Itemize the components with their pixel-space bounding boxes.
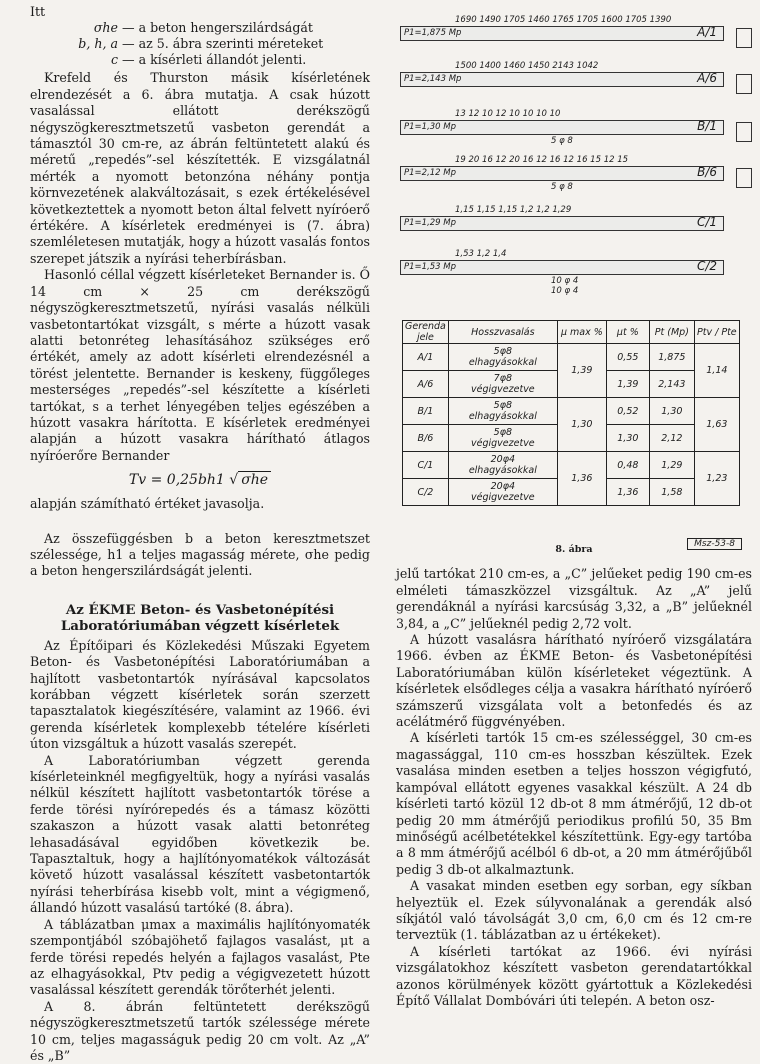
beam-b1 bbox=[400, 109, 724, 146]
section-sketch bbox=[736, 28, 752, 48]
beam-label: A/6 bbox=[697, 71, 717, 85]
table-cell-pt: 1,58 bbox=[649, 479, 694, 506]
beam-label: C/2 bbox=[696, 259, 717, 273]
formula bbox=[30, 472, 370, 488]
paragraph: A kísérleti tartók 15 cm-es szélességgel, 30 cm-es magassággal, 110 cm-es hosszban készültek. Ezek vasalása minden esetben a teljes hosszon végigfutó, kampóval ellátott egyenes vasakkal készült. A 24 db kísérleti tartó közül 12 db-ot 8 mm átmérőjű, 12 db-ot pedig 20 mm átmérőjű periodikus profilú 50, 35 Bm minőségű acélbetétekkel készítettünk. Egy-egy tartóba a 8 mm átmérőjű acélból 6 db-ot, a 20 mm átmérőjűből pedig 3 db-ot alkalmaztunk. bbox=[396, 730, 752, 877]
paragraph: jelű tartókat 210 cm-es, a „C” jelűeket pedig 190 cm-es elméleti támaszközzel vizsgáltuk. Az „A” jelű gerendáknál a nyírási karcsúság 3,32, a „B” jelűeknél 3,84, a „C” jelűeknél pedig 2,72 volt. bbox=[396, 566, 752, 631]
table-row bbox=[403, 344, 740, 371]
beam-values: 1,53 1,2 1,4 bbox=[455, 249, 507, 259]
beam-load: P1=1,29 Mp bbox=[404, 218, 457, 228]
definition-text: — a beton hengerszilárdságát bbox=[122, 20, 313, 36]
table-cell-ratio: 1,14 bbox=[694, 344, 739, 398]
beam-load: P1=1,30 Mp bbox=[404, 122, 457, 132]
table-cell-mut: 0,55 bbox=[606, 344, 649, 371]
sqrt-icon: √ bbox=[229, 472, 239, 489]
definition-symbol: b, h, a bbox=[78, 36, 118, 52]
table-cell-pt: 2,143 bbox=[649, 371, 694, 398]
paragraph: A 8. ábrán feltüntetett derékszögű négyszögkeresztmetszetű tartók szélessége mérete 10 cm, teljes magasságuk pedig 20 cm volt. Az „A” és „B” bbox=[30, 998, 370, 1063]
beam-note: 5 φ 8 bbox=[551, 182, 573, 192]
desc-bottom: elhagyásokkal bbox=[468, 465, 537, 476]
definition-symbol: c bbox=[110, 52, 118, 68]
table-cell-desc bbox=[448, 344, 557, 371]
table-row bbox=[403, 452, 740, 479]
desc-bottom: végigvezetve bbox=[471, 438, 535, 449]
figure-8-table-wrap bbox=[396, 320, 752, 549]
paragraph: A Laboratóriumban végzett gerenda kísérleteinknél megfigyeltük, hogy a nyírási vasalás nélkül készített hajlított vasbetontartók törése a ferde törési nyírórepedés és a támasz közötti szakaszon a húzott vasak alatti betonréteg lehasadásával egyidőben következik be. Tapasztaltuk, hogy a hajlítónyomatékok változását követő húzott vasalással készített vasbetontartók nyírási teherbírása kisebb volt, mint a végigmenő, állandó húzott vasalású tartóké (8. ábra). bbox=[30, 752, 370, 916]
paragraph: Az Építőipari és Közlekedési Műszaki Egyetem Beton- és Vasbetonépítési Laboratóriumában a hajlított vasbetontartók nyírásával kapcsolatos korábban végzett kísérletek során szerzett tapasztalatok kiegészítésére, valamint az 1966. évi gerenda kísérletek komplexebb tételére kísérleti úton vizsgáltuk a húzott vasalás szerepét. bbox=[30, 637, 370, 752]
figure-caption: 8. ábra bbox=[555, 544, 593, 555]
table-header: Ptv / Pte bbox=[694, 321, 739, 344]
table-cell-desc bbox=[448, 398, 557, 425]
table-cell-desc bbox=[448, 452, 557, 479]
beam-load: P1=1,875 Mp bbox=[404, 28, 462, 38]
beam-label: C/1 bbox=[696, 215, 717, 229]
table-cell-pt: 1,30 bbox=[649, 398, 694, 425]
table-cell-mumax: 1,30 bbox=[557, 398, 606, 452]
beam-values: 19 20 16 12 20 16 12 16 12 16 15 12 15 bbox=[455, 155, 629, 165]
table-cell-desc bbox=[448, 371, 557, 398]
table-cell-id: A/1 bbox=[403, 344, 449, 371]
definition-symbol: σhe bbox=[93, 20, 118, 36]
desc-top: 5φ8 bbox=[493, 400, 513, 411]
beam-load: P1=2,143 Mp bbox=[404, 74, 462, 84]
desc-top: 5φ8 bbox=[493, 346, 513, 357]
results-table bbox=[402, 320, 740, 506]
desc-bottom: végigvezetve bbox=[471, 492, 535, 503]
beam-c1 bbox=[400, 205, 724, 231]
definition-list bbox=[30, 20, 370, 68]
table-cell-mut: 0,48 bbox=[606, 452, 649, 479]
definition-text: — az 5. ábra szerinti méreteket bbox=[122, 36, 324, 52]
table-cell-ratio: 1,23 bbox=[694, 452, 739, 506]
beam-label: A/1 bbox=[697, 25, 717, 39]
beam-note: 10 φ 4 bbox=[551, 276, 579, 286]
beam-values: 13 12 10 12 10 10 10 10 bbox=[455, 109, 561, 119]
definition-row bbox=[30, 20, 370, 36]
table-cell-mut: 1,36 bbox=[606, 479, 649, 506]
itt-label: Itt bbox=[30, 4, 46, 19]
table-cell-mumax: 1,39 bbox=[557, 344, 606, 398]
desc-top: 20φ4 bbox=[490, 481, 516, 492]
paragraph: Az összefüggésben b a beton keresztmetszet szélessége, h1 a teljes magasság mérete, σhe pedig a beton hengerszilárdságát jelenti. bbox=[30, 530, 370, 579]
paragraph: alapján számítható értéket javasolja. bbox=[30, 496, 265, 512]
beam-a1 bbox=[400, 15, 724, 41]
table-header: μ max % bbox=[557, 321, 606, 344]
definition-row bbox=[30, 52, 370, 68]
beam-label: B/6 bbox=[697, 165, 717, 179]
left-column bbox=[30, 4, 370, 1064]
table-cell-desc bbox=[448, 479, 557, 506]
definition-text: — a kísérleti állandót jelenti. bbox=[122, 52, 307, 68]
table-cell-pt: 2,12 bbox=[649, 425, 694, 452]
section-title: Az ÉKME Beton- és Vasbetonépítési bbox=[65, 601, 335, 618]
right-column bbox=[396, 4, 752, 1009]
figure-stamp: Msz-53-8 bbox=[687, 538, 742, 550]
desc-bottom: elhagyásokkal bbox=[468, 357, 537, 368]
table-cell-desc bbox=[448, 425, 557, 452]
beam-note: 5 φ 8 bbox=[551, 136, 573, 146]
beam-label: B/1 bbox=[697, 119, 717, 133]
desc-top: 5φ8 bbox=[493, 427, 513, 438]
table-cell-mut: 1,39 bbox=[606, 371, 649, 398]
section-sketch bbox=[736, 122, 752, 142]
table-header: μt % bbox=[606, 321, 649, 344]
section-title: Laboratóriumában végzett kísérletek bbox=[60, 617, 340, 634]
section-sketch bbox=[736, 74, 752, 94]
paragraph: A húzott vasalásra hárítható nyíróerő vizsgálatára 1966. évben az ÉKME Beton- és Vasbetonépítési Laboratóriumában külön kísérleteket végeztünk. A kísérletek elsődleges célja a vasakra hárítható nyíróerő számszerű vizsgálata volt a betonfedés és az acélátmérő függvényében. bbox=[396, 632, 752, 730]
table-row bbox=[403, 398, 740, 425]
table-cell-id: C/2 bbox=[403, 479, 449, 506]
section-sketch bbox=[736, 168, 752, 188]
beam-c2 bbox=[400, 249, 724, 296]
beam-values: 1690 1490 1705 1460 1765 1705 1600 1705 1390 bbox=[455, 15, 672, 25]
desc-bottom: elhagyásokkal bbox=[468, 411, 537, 422]
table-cell-id: B/6 bbox=[403, 425, 449, 452]
table-cell-pt: 1,29 bbox=[649, 452, 694, 479]
beam-load: P1=2,12 Mp bbox=[404, 168, 457, 178]
table-cell-mut: 1,30 bbox=[606, 425, 649, 452]
beam-b6 bbox=[400, 155, 724, 192]
table-header: Gerenda jele bbox=[403, 321, 449, 344]
formula-lhs: Tv = 0,25bh1 bbox=[128, 472, 225, 489]
desc-top: 7φ8 bbox=[493, 373, 513, 384]
paragraph: A kísérleti tartókat az 1966. évi nyírási vizsgálatokhoz készített vasbeton gerendatartókkal azonos körülmények között gyártottuk a Közlekedési Építő Vállalat Dombóvári úti telepén. A beton osz- bbox=[396, 943, 752, 1008]
beam-values: 1500 1400 1460 1450 2143 1042 bbox=[455, 61, 599, 71]
table-cell-id: B/1 bbox=[403, 398, 449, 425]
table-cell-mumax: 1,36 bbox=[557, 452, 606, 506]
paragraph: Krefeld és Thurston másik kísérletének elrendezését a 6. ábra mutatja. A csak húzott vasalással ellátott derékszögű négyszögkeresztmetszetű vasbeton gerendát a támasztól 30 cm-re, az ábrán feltüntetett alakú és méretű „repedés”-sel készítették. E vizsgálatnál mérték a nyomott betonzóna néhány pontja körnvezetének alakváltozásait, s ezek értékelésével következtettek a nyomott beton által felvett nyíróerő értékére. A kísérletek eredményei is (7. ábra) szemléletesen mutatják, hogy a húzott vasalás fontos szerepet játszik a nyírási teherbírásban. bbox=[30, 70, 370, 266]
beam-note: 10 φ 4 bbox=[551, 286, 579, 296]
table-cell-pt: 1,875 bbox=[649, 344, 694, 371]
beam-values: 1,15 1,15 1,15 1,2 1,2 1,29 bbox=[455, 205, 572, 215]
beam-a6 bbox=[400, 61, 724, 87]
table-cell-id: A/6 bbox=[403, 371, 449, 398]
paragraph: A táblázatban μmax a maximális hajlítónyomaték szempontjából szóbajöhető fajlagos vasalást, μt a ferde törési repedés helyén a fajlagos vasalást, Pte az elhagyásokkal, Ptv pedig a végigvezetett húzott vasalással készített gerendák törőterhét jelenti. bbox=[30, 916, 370, 998]
figure-8-beams bbox=[396, 4, 752, 294]
beam-load: P1=1,53 Mp bbox=[404, 262, 457, 272]
table-cell-id: C/1 bbox=[403, 452, 449, 479]
table-cell-ratio: 1,63 bbox=[694, 398, 739, 452]
table-cell-mut: 0,52 bbox=[606, 398, 649, 425]
paragraph: A vasakat minden esetben egy sorban, egy síkban helyeztük el. Ezek súlyvonalának a gerendák alsó síkjától való távolságát 3,0 cm, 6,0 cm és 12 cm-re terveztük (1. táblázatban az u értékeket). bbox=[396, 878, 752, 943]
desc-top: 20φ4 bbox=[490, 454, 516, 465]
definition-row bbox=[30, 36, 370, 52]
formula-radicand: σhe bbox=[238, 471, 271, 488]
table-header: Pt (Mp) bbox=[649, 321, 694, 344]
desc-bottom: végigvezetve bbox=[471, 384, 535, 395]
paragraph: Hasonló céllal végzett kísérleteket Bernander is. Ő 14 cm × 25 cm derékszögű négyszögkeresztmetszetű, nyírási vasalás nélküli vasbetontartókat vizsgált, s mérte a húzott vasak alatti betonréteg lehasításához szükséges erő értékét, amely az adott kísérleti elrendezésnél a törést jelentette. Bernander is keskeny, függőleges mesterséges „repedés”-sel készítette a kísérleti tartókat, s a terhet lényegében teljes egészében a húzott vasakra hárította. E kísérletek eredményei alapján a húzott vasakra hárítható átlagos nyíróerőre Bernander bbox=[30, 267, 370, 463]
table-header: Hosszvasalás bbox=[448, 321, 557, 344]
